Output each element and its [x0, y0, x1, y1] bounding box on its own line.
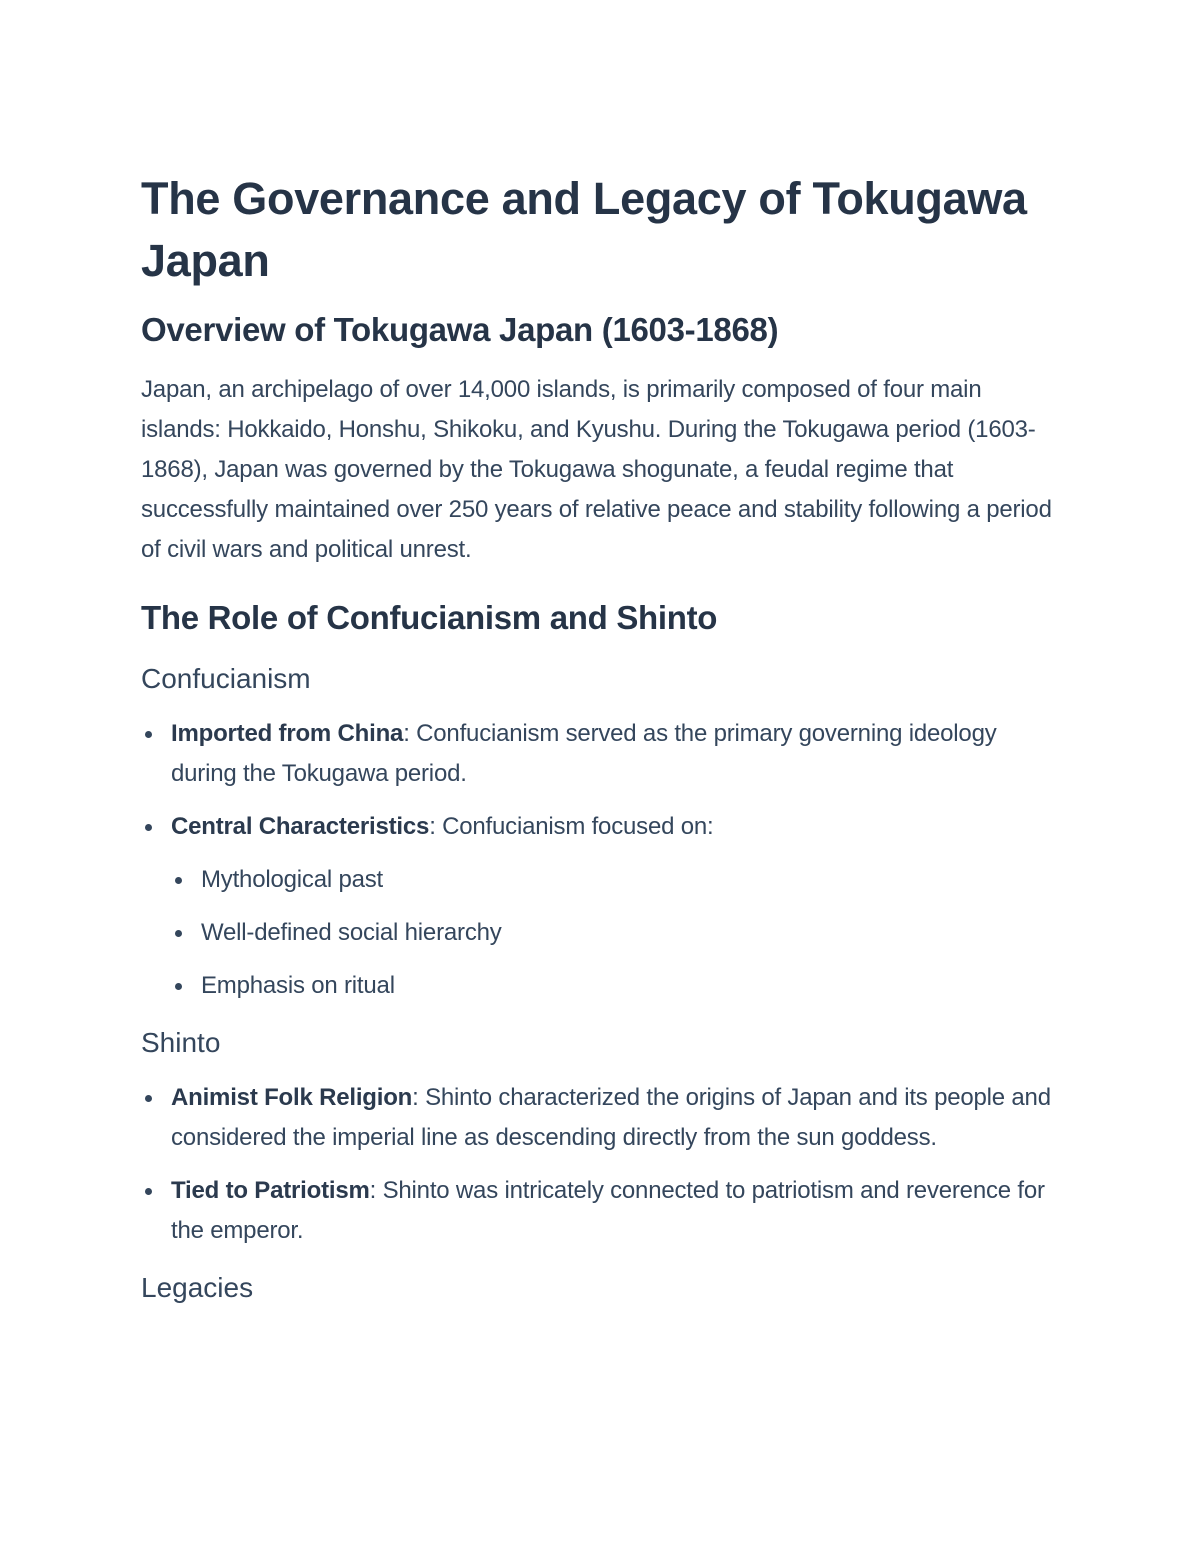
- overview-paragraph: Japan, an archipelago of over 14,000 islands, is primarily composed of four main islands: Hokkaido, Honshu, Shikoku, and Kyushu. During the Tokugawa period (1603-1868), Japan was governed by the Tokugawa shogunate, a feudal regime that successfully maintained over 250 years of relative peace and stability following a period of civil wars and political unrest.: [141, 376, 1052, 563]
- confucianism-heading: Confucianism: [141, 663, 311, 694]
- list-item-text: : Shinto characterized the origins of Japan and its people and considered the imperial line as descending directly from the sun goddess.: [171, 1084, 1051, 1151]
- list-item-term: Tied to Patriotism: [171, 1177, 370, 1204]
- shinto-list: [141, 1078, 1061, 1251]
- list-item: [141, 1078, 1061, 1158]
- list-item-term: Central Characteristics: [171, 813, 430, 840]
- list-item-text: : Confucianism focused on:: [429, 813, 714, 840]
- list-item: [141, 807, 1061, 1006]
- list-item: [141, 714, 1061, 794]
- confucianism-sublist: [171, 860, 1061, 1006]
- confucianism-list: [141, 714, 1061, 1006]
- page-title: The Governance and Legacy of Tokugawa Japan: [141, 173, 1027, 286]
- sublist-item: Emphasis on ritual: [171, 966, 1061, 1006]
- shinto-heading: Shinto: [141, 1027, 221, 1058]
- list-item-term: Imported from China: [171, 720, 404, 747]
- legacies-heading: Legacies: [141, 1272, 254, 1303]
- list-item-text: : Shinto was intricately connected to patriotism and reverence for the emperor.: [171, 1177, 1045, 1244]
- list-item-text: : Confucianism served as the primary governing ideology during the Tokugawa period.: [171, 720, 997, 787]
- sublist-item: Mythological past: [171, 860, 1061, 900]
- sublist-item: Well-defined social hierarchy: [171, 913, 1061, 953]
- list-item: [141, 1171, 1061, 1251]
- document-page: [141, 168, 1061, 1305]
- overview-heading: Overview of Tokugawa Japan (1603-1868): [141, 311, 779, 348]
- list-item-term: Animist Folk Religion: [171, 1084, 413, 1111]
- role-heading: The Role of Confucianism and Shinto: [141, 599, 718, 636]
